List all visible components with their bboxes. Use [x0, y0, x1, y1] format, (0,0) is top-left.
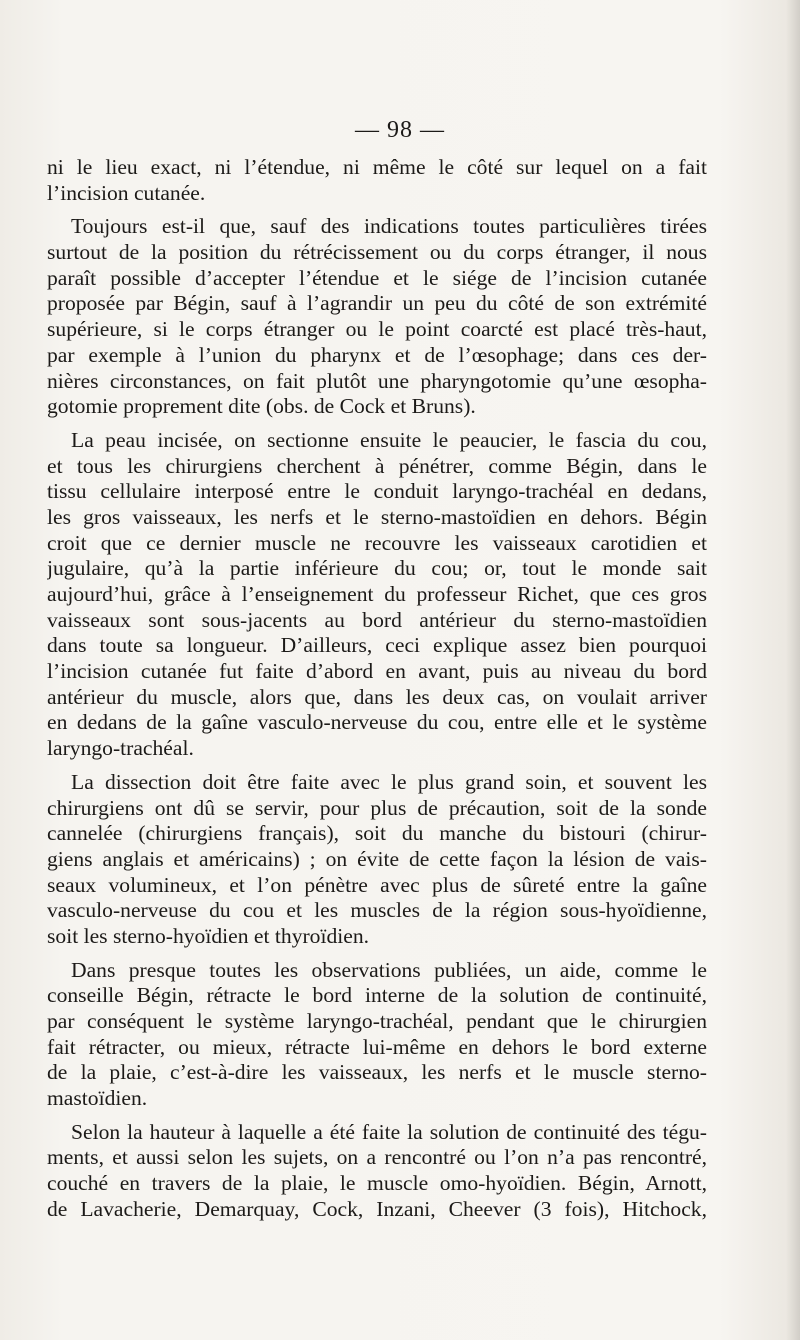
- text-line: vasculo-nerveuse du cou et les muscles de la région sous-hyoïdienne,: [47, 898, 707, 923]
- text-line: l’incision cutanée fut faite d’abord en avant, puis au niveau du bord: [47, 659, 707, 684]
- text-line: croit que ce dernier muscle ne recouvre les vaisseaux carotidien et: [47, 530, 707, 555]
- paragraph-gap: [47, 762, 707, 770]
- text-line: par conséquent le système laryngo-trachéal, pendant que le chirurgien: [47, 1009, 707, 1033]
- text-line: cannelée (chirurgiens français), soit du manche du bistouri (chirur-: [47, 821, 707, 846]
- text-line: l’incision cutanée.: [47, 180, 206, 205]
- text-line: surtout de la position du rétrécissement ou du corps étranger, il nous: [47, 240, 707, 265]
- text-line: ni le lieu exact, ni l’étendue, ni même le côté sur lequel on a fait: [47, 155, 707, 179]
- text-line: soit les sterno-hyoïdien et thyroïdien.: [47, 923, 370, 948]
- paragraph: [47, 770, 707, 950]
- text-line: par exemple à l’union du pharynx et de l’œsophage; dans ces der-: [47, 342, 707, 367]
- paragraph: [47, 155, 707, 206]
- paragraph-gap: [47, 206, 707, 214]
- paragraph: [47, 214, 707, 420]
- paragraph: [47, 958, 707, 1112]
- paragraph: [47, 1120, 707, 1223]
- text-line: tissu cellulaire interposé entre le conduit laryngo-trachéal en dedans,: [47, 479, 707, 504]
- text-line: fait rétracter, ou mieux, rétracte lui-même en dehors le bord externe: [47, 1034, 707, 1059]
- text-line: de la plaie, c’est-à-dire les vaisseaux, les nerfs et le muscle sterno-: [47, 1060, 707, 1085]
- text-line: chirurgiens ont dû se servir, pour plus de précaution, soit de la sonde: [47, 795, 707, 820]
- text-line: conseille Bégin, rétracte le bord interne de la solution de continuité,: [47, 983, 707, 1008]
- text-line: seaux volumineux, et l’on pénètre avec plus de sûreté entre la gaîne: [47, 872, 707, 897]
- text-line: Selon la hauteur à laquelle a été faite la solution de continuité des tégu-: [71, 1119, 707, 1144]
- text-line: La dissection doit être faite avec le plus grand soin, et souvent les: [71, 769, 707, 794]
- paragraph: [47, 428, 707, 762]
- text-line: et tous les chirurgiens cherchent à pénétrer, comme Bégin, dans le: [47, 453, 707, 478]
- text-line: supérieure, si le corps étranger ou le point coarcté est placé très-haut,: [47, 317, 707, 342]
- paragraph-gap: [47, 1112, 707, 1120]
- text-line: laryngo-trachéal.: [47, 736, 194, 761]
- text-line: antérieur du muscle, alors que, dans les deux cas, on voulait arriver: [47, 684, 707, 709]
- page-number: — 98 —: [355, 117, 445, 143]
- text-line: La peau incisée, on sectionne ensuite le peaucier, le fascia du cou,: [71, 427, 707, 452]
- text-line: vaisseaux sont sous-jacents au bord antérieur du sterno-mastoïdien: [47, 607, 707, 632]
- text-line: les gros vaisseaux, les nerfs et le sterno-mastoïdien en dehors. Bégin: [47, 504, 707, 529]
- text-line: ments, et aussi selon les sujets, on a rencontré ou l’on n’a pas rencontré,: [47, 1145, 707, 1170]
- text-line: giens anglais et américains) ; on évite de cette façon la lésion de vais-: [47, 846, 707, 871]
- text-line: Dans presque toutes les observations publiées, un aide, comme le: [71, 957, 707, 982]
- text-line: couché en travers de la plaie, le muscle omo-hyoïdien. Bégin, Arnott,: [47, 1171, 707, 1196]
- paragraph-gap: [47, 420, 707, 428]
- text-line: dans toute sa longueur. D’ailleurs, ceci explique assez bien pourquoi: [47, 633, 707, 658]
- text-line: gotomie proprement dite (obs. de Cock et Bruns).: [47, 394, 476, 419]
- body-text: [47, 155, 707, 1223]
- text-line: nières circonstances, on fait plutôt une pharyngotomie qu’une œsopha-: [47, 368, 707, 393]
- text-line: mastoïdien.: [47, 1086, 148, 1111]
- text-line: de Lavacherie, Demarquay, Cock, Inzani, Cheever (3 fois), Hitchock,: [47, 1196, 707, 1221]
- text-line: en dedans de la gaîne vasculo-nerveuse du cou, entre elle et le système: [47, 710, 707, 735]
- text-line: jugulaire, qu’à la partie inférieure du cou; or, tout le monde sait: [47, 556, 707, 581]
- paragraph-gap: [47, 950, 707, 958]
- page-edge-shadow: [786, 0, 800, 1340]
- text-line: Toujours est-il que, sauf des indications toutes particulières tirées: [71, 214, 707, 239]
- text-line: paraît possible d’accepter l’étendue et le siége de l’incision cutanée: [47, 265, 707, 290]
- text-line: proposée par Bégin, sauf à l’agrandir un peu du côté de son extrémité: [47, 291, 707, 316]
- text-line: aujourd’hui, grâce à l’enseignement du professeur Richet, que ces gros: [47, 582, 707, 606]
